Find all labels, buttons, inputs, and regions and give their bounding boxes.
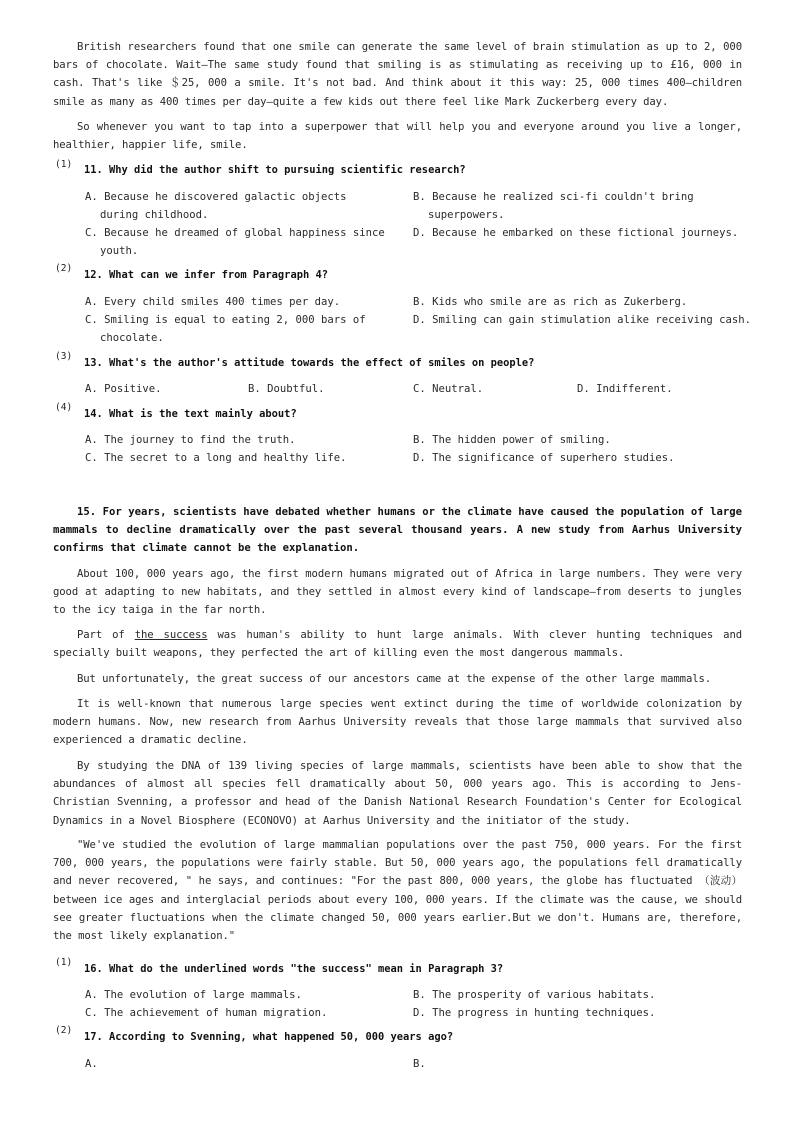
question-number: (3) — [55, 351, 73, 362]
passage-paragraph — [53, 626, 742, 662]
question-stem: 16. What do the underlined words "the success" mean in Paragraph 3? — [84, 963, 504, 975]
underlined-phrase: the success — [134, 629, 208, 641]
answer-option[interactable]: D. The progress in hunting techniques. — [413, 1007, 656, 1019]
answer-option[interactable]: A. Positive. — [85, 383, 162, 395]
answer-option[interactable]: A. Every child smiles 400 times per day. — [85, 296, 341, 308]
question-stem: 17. According to Svenning, what happened 50, 000 years ago? — [84, 1031, 454, 1043]
answer-option[interactable]: A. The journey to find the truth. — [85, 434, 296, 446]
question-stem: 11. Why did the author shift to pursuing scientific research? — [84, 164, 466, 176]
answer-option[interactable]: A. The evolution of large mammals. — [85, 989, 302, 1001]
answer-option[interactable]: C. Because he dreamed of global happiness since youth. — [85, 227, 385, 257]
question-stem: 14. What is the text mainly about? — [84, 408, 297, 420]
passage-paragraph: It is well-known that numerous large species went extinct during the time of worldwide colonization by modern humans. Now, new research from Aarhus University reveals that those large mammals that survived also experienced a dramatic decline. — [53, 698, 742, 747]
answer-option[interactable]: C. Smiling is equal to eating 2, 000 bars of chocolate. — [85, 314, 366, 344]
answer-option[interactable]: B. Doubtful. — [248, 383, 325, 395]
answer-option[interactable]: D. Smiling can gain stimulation alike receiving cash. — [413, 314, 752, 326]
answer-option[interactable]: C. The secret to a long and healthy life. — [85, 452, 347, 464]
answer-option[interactable]: D. Indifferent. — [577, 383, 673, 395]
answer-option[interactable]: D. The significance of superhero studies. — [413, 452, 675, 464]
passage-paragraph: But unfortunately, the great success of our ancestors came at the expense of the other large mammals. — [77, 673, 712, 685]
answer-option[interactable]: B. Kids who smile are as rich as Zukerberg. — [413, 296, 688, 308]
answer-option[interactable]: B. — [413, 1058, 426, 1070]
question-number: (1) — [55, 159, 73, 170]
answer-option[interactable]: A. Because he discovered galactic objects during childhood. — [85, 191, 347, 221]
passage-paragraph: About 100, 000 years ago, the first modern humans migrated out of Africa in large numbers. They were very good at adapting to new habitats, and they settled in almost every kind of landscape—from deserts to jungles to the icy taiga in the far north. — [53, 568, 742, 617]
question-stem: 13. What's the author's attitude towards the effect of smiles on people? — [84, 357, 535, 369]
paragraph-text: Part of — [77, 629, 135, 641]
passage-paragraph: So whenever you want to tap into a superpower that will help you and everyone around you live a longer, healthier, happier life, smile. — [53, 121, 742, 152]
answer-option[interactable]: C. Neutral. — [413, 383, 484, 395]
answer-option[interactable]: B. The hidden power of smiling. — [413, 434, 611, 446]
answer-option[interactable]: B. The prosperity of various habitats. — [413, 989, 656, 1001]
question-stem: 12. What can we infer from Paragraph 4? — [84, 269, 328, 281]
passage-paragraph: British researchers found that one smile can generate the same level of brain stimulation as up to 2, 000 bars of chocolate. Wait—The same study found that smiling is as stimulating as receiving up to £16, 000 in cash. That's like ＄25, 000 a smile. It's not bad. And think about it this way: 25, 000 times 400—children smile as many as 400 times per day—quite a few kids out there feel like Mark Zuckerberg every day. — [53, 41, 742, 108]
answer-option[interactable]: D. Because he embarked on these fictional journeys. — [413, 227, 739, 239]
question-number: (2) — [55, 263, 73, 274]
question-number: (4) — [55, 402, 73, 413]
paragraph-text: was human's ability to hunt large animals. With clever hunting techniques and specially built weapons, they perfected the art of killing even the most dangerous mammals. — [53, 629, 742, 660]
answer-option[interactable]: C. The achievement of human migration. — [85, 1007, 328, 1019]
answer-option[interactable]: A. — [85, 1058, 98, 1070]
passage-paragraph: "We've studied the evolution of large mammalian populations over the past 750, 000 years. For the first 700, 000 years, the populations were fairly stable. But 50, 000 years ago, the populations fell dramatically and never recovered, " he says, and continues: "For the past 800, 000 years, the globe has fluctuated （波动） between ice ages and interglacial periods about every 100, 000 years. If the climate was the cause, we should see greater fluctuations when the climate changed 50, 000 years earlier.But we don't. Humans are, therefore, the most likely explanation." — [53, 839, 742, 943]
question-number: (1) — [55, 957, 73, 968]
passage-intro: 15. For years, scientists have debated whether humans or the climate have caused the population of large mammals to decline dramatically over the past several thousand years. A new study from Aarhus University confirms that climate cannot be the explanation. — [53, 506, 742, 555]
answer-option[interactable]: B. Because he realized sci-fi couldn't bring superpowers. — [413, 191, 694, 221]
passage-paragraph: By studying the DNA of 139 living species of large mammals, scientists have been able to show that the abundances of almost all species fell dramatically about 50, 000 years ago. This is according to Jens-Christian Svenning, a professor and head of the Danish National Research Foundation's Center for Ecological Dynamics in a Novel Biosphere (ECONOVO) at Aarhus University and the initiator of the study. — [53, 760, 742, 827]
question-number: (2) — [55, 1025, 73, 1036]
